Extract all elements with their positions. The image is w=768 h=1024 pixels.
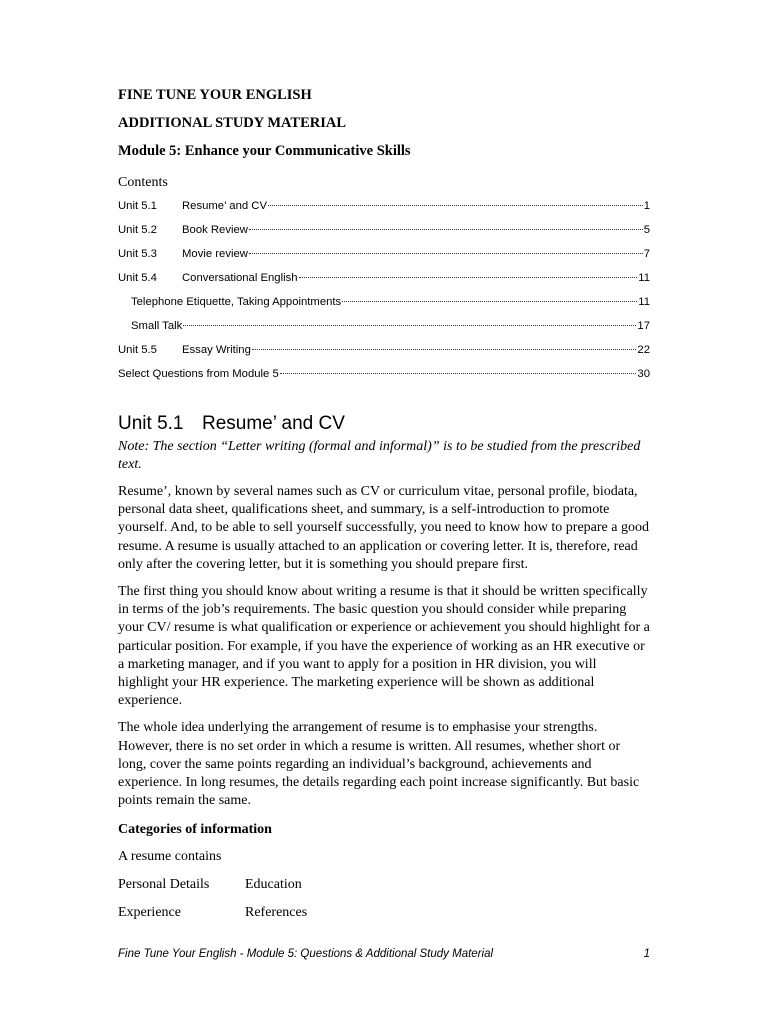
- category-item: Personal Details: [118, 877, 210, 893]
- toc-entry-title: Book Review: [182, 224, 248, 236]
- toc-entry-title: Resume’ and CV: [182, 200, 267, 212]
- table-of-contents: [118, 194, 650, 386]
- toc-dot-leader: [268, 193, 643, 206]
- footer-text: Fine Tune Your English - Module 5: Questions & Additional Study Material: [118, 948, 494, 960]
- toc-entry-title: Essay Writing: [182, 344, 251, 356]
- toc-entry-unit-5-5[interactable]: [118, 338, 650, 362]
- toc-entry-page: 11: [638, 272, 650, 284]
- toc-entry-page: 30: [637, 368, 650, 380]
- category-row: [118, 904, 650, 922]
- toc-entry-page: 1: [643, 200, 650, 212]
- toc-dot-leader: [342, 289, 637, 302]
- toc-entry-title: Conversational English: [182, 272, 298, 284]
- categories-heading: Categories of information: [118, 822, 272, 838]
- toc-entry-page: 5: [643, 224, 650, 236]
- unit-note: Note: The section “Letter writing (formal and informal)” is to be studied from the prescribed text.: [118, 439, 641, 472]
- toc-dot-leader: [249, 241, 643, 254]
- toc-entry-title: Small Talk: [131, 320, 183, 332]
- toc-dot-leader: [183, 313, 636, 326]
- toc-entry-telephone-etiquette[interactable]: [118, 290, 650, 314]
- category-row: [118, 876, 650, 894]
- toc-entry-number: Unit 5.3: [118, 248, 157, 260]
- document-title: FINE TUNE YOUR ENGLISH: [118, 87, 312, 103]
- toc-entry-unit-5-1[interactable]: [118, 194, 650, 218]
- toc-entry-page: 7: [643, 248, 650, 260]
- toc-entry-number: Unit 5.1: [118, 200, 157, 212]
- toc-dot-leader: [252, 337, 637, 350]
- toc-entry-title: Select Questions from Module 5: [118, 368, 279, 380]
- footer-page-number: 1: [643, 948, 650, 960]
- toc-entry-page: 11: [638, 296, 650, 308]
- toc-dot-leader: [249, 217, 643, 230]
- category-item: Education: [245, 877, 302, 893]
- toc-entry-title: Movie review: [182, 248, 248, 260]
- contents-title: Contents: [118, 175, 168, 190]
- body-paragraph-1: Resume’, known by several names such as CV or curriculum vitae, personal profile, biodata, personal data sheet, qualifications sheet, and summary, is a self-introduction to promote yourself. And, to be able to sell yourself successfully, you need to know how to prepare a good resume. A resume is usually attached to an application or covering letter. It is, therefore, read only after the covering letter, but it is something you should prepare first.: [118, 484, 649, 572]
- category-item: Experience: [118, 905, 181, 921]
- toc-entry-select-questions[interactable]: [118, 362, 650, 386]
- toc-entry-number: Unit 5.2: [118, 224, 157, 236]
- toc-entry-number: Unit 5.5: [118, 344, 157, 356]
- unit-title: Resume’ and CV: [202, 413, 345, 434]
- document-subtitle: ADDITIONAL STUDY MATERIAL: [118, 115, 347, 131]
- toc-entry-title: Telephone Etiquette, Taking Appointments: [131, 296, 342, 308]
- toc-dot-leader: [299, 265, 638, 278]
- toc-entry-small-talk[interactable]: [118, 314, 650, 338]
- toc-entry-number: Unit 5.4: [118, 272, 157, 284]
- toc-entry-unit-5-4[interactable]: [118, 266, 650, 290]
- toc-dot-leader: [280, 361, 637, 374]
- toc-entry-unit-5-2[interactable]: [118, 218, 650, 242]
- toc-entry-page: 22: [637, 344, 650, 356]
- page-footer: [118, 946, 650, 962]
- toc-entry-page: 17: [637, 320, 650, 332]
- module-title: Module 5: Enhance your Communicative Skills: [118, 143, 411, 159]
- resume-contains-text: A resume contains: [118, 849, 222, 865]
- body-paragraph-3: The whole idea underlying the arrangement of resume is to emphasise your strengths. However, there is no set order in which a resume is written. All resumes, whether short or long, cover the same points regarding an individual’s background, achievements and experience. In long resumes, the details regarding each point increase significantly. But basic points remain the same.: [118, 720, 640, 809]
- unit-number: Unit 5.1: [118, 413, 184, 434]
- unit-heading: [118, 412, 650, 436]
- category-item: References: [245, 905, 308, 921]
- toc-entry-unit-5-3[interactable]: [118, 242, 650, 266]
- body-paragraph-2: The first thing you should know about writing a resume is that it should be written specifically in terms of the job’s requirements. The basic question you should consider while preparing your CV/ resume is what qualification or experience or achievement you should highlight for a particular position. For example, if you have the experience of working as an HR executive or a marketing manager, and if you want to apply for a position in HR division, you will highlight your HR experience. The marketing experience will be shown as additional experience.: [118, 584, 650, 709]
- document-page: [118, 86, 650, 932]
